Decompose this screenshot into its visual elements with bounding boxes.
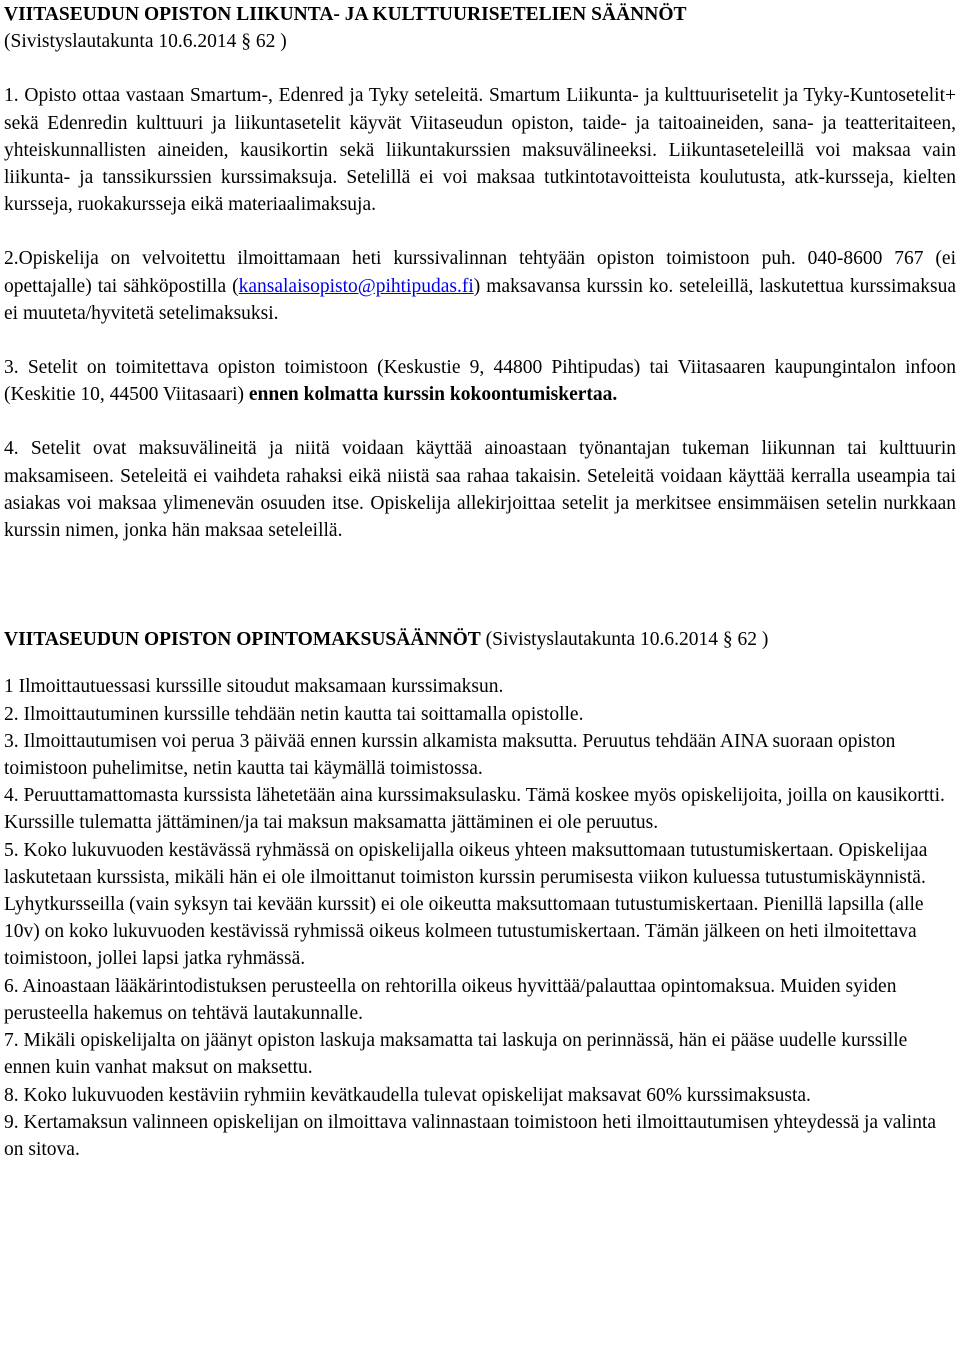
section-1-title: VIITASEUDUN OPISTON LIIKUNTA- JA KULTTUURISETELIEN SÄÄNNÖT	[4, 4, 687, 25]
document-page	[4, 0, 956, 1163]
email-link[interactable]: kansalaisopisto@pihtipudas.fi	[238, 275, 474, 297]
rule-1-lead: 1. Opisto ottaa vastaan Smartum-, Edenred ja Tyky seteleitä.	[4, 85, 484, 107]
rule-4	[4, 435, 956, 544]
rule-1	[4, 82, 956, 218]
fee-rule-3: 3. Ilmoittautumisen voi perua 3 päivää ennen kurssin alkamista maksutta. Peruutus tehdään AINA suoraan opiston toimistoon puhelimitse, netin kautta tai käymällä toimistossa.	[4, 730, 896, 780]
section-1-heading	[4, 1, 956, 55]
rule-3	[4, 354, 956, 408]
section-2-title: VIITASEUDUN OPISTON OPINTOMAKSUSÄÄNNÖT	[4, 629, 481, 651]
fee-rule-2: 2. Ilmoittautuminen kurssille tehdään netin kautta tai soittamalla opistolle.	[4, 703, 584, 725]
section-2-subtitle: (Sivistyslautakunta 10.6.2014 § 62 )	[480, 629, 769, 651]
rule-4-text: 4. Setelit ovat maksuvälineitä ja niitä voidaan käyttää ainoastaan työnantajan tukeman liikunnan tai kulttuurin maksamiseen. Seteleitä ei vaihdeta rahaksi eikä niistä saa rahaa takaisin. Seteleitä voidaan käyttää kerralla useampia tai asiakas voi maksaa ylimenevän osuuden itse. Opiskelija allekirjoittaa setelit ja merkitsee ensimmäisen setelin nurkkaan kurssin nimen, jonka hän maksaa seteleillä.	[4, 438, 956, 542]
fee-rule-9: 9. Kertamaksun valinneen opiskelijan on ilmoittava valinnastaan toimistoon heti ilmoittautumisen yhteydessä ja valinta on sitova.	[4, 1111, 937, 1160]
fee-rule-7: 7. Mikäli opiskelijalta on jäänyt opiston laskuja maksamatta tai laskuja on perinnässä, hän ei pääse uudelle kurssille ennen kuin vanhat maksut on maksettu.	[4, 1030, 908, 1079]
section-1-subtitle: (Sivistyslautakunta 10.6.2014 § 62 )	[4, 31, 287, 53]
section-2-heading	[4, 626, 956, 653]
fee-rules-list	[4, 673, 956, 1163]
rule-2-text-start: 2.Opiskelija on velvoitettu ilmoittamaan heti kurssivalinnan tehtyään opiston toimistoon puh. 040-8600 767 (ei opettajalle) tai sähköpostilla (	[4, 248, 956, 297]
rule-3-text: 3. Setelit on toimitettava opiston toimistoon (Keskustie 9, 44800 Pihtipudas) tai Viitasaaren kaupungintalon infoon (Keskitie 10, 44500 Viitasaari)	[4, 357, 956, 406]
rule-2	[4, 245, 956, 327]
rule-1-text: Smartum Liikunta- ja kulttuurisetelit ja Tyky-Kuntosetelit+ sekä Edenredin kulttuuri ja liikuntasetelit käyvät Viitaseudun opiston, taide- ja taitoaineiden, sana- ja teatteritaiteen, yhteiskunnallisten aineiden, kausikortin sekä liikuntakurssien maksuvälineeksi. Liikuntaseteleillä voi maksaa vain liikunta- ja tanssikurssien kurssimaksuja. Setelillä ei voi maksaa tutkintotavoitteista koulutusta, atk-kursseja, kielten kursseja, ruokakursseja eikä materiaalimaksuja.	[4, 85, 956, 216]
rule-3-deadline: ennen kolmatta kurssin kokoontumiskertaa.	[248, 384, 618, 406]
fee-rule-5: 5. Koko lukuvuoden kestävässä ryhmässä on opiskelijalla oikeus yhteen maksuttomaan tutustumiskertaan. Opiskelijaa laskutetaan kurssista, mikäli hän ei ole ilmoittanut toimiston kurssin perumisesta viikon kuluessa tutustumiskäynnistä. Lyhytkursseilla (vain syksyn tai kevään kurssit) ei ole oikeutta maksuttomaan tutustumiskertaan. Pienillä lapsilla (alle 10v) on koko lukuvuoden kestävissä ryhmissä oikeus kolmeen tutustumiskertaan. Tämän jälkeen on heti ilmoitettava toimistoon, jollei lapsi jatka ryhmässä.	[4, 839, 928, 970]
fee-rule-8: 8. Koko lukuvuoden kestäviin ryhmiin kevätkaudella tulevat opiskelijat maksavat 60% kurssimaksusta.	[4, 1084, 811, 1106]
fee-rule-1: 1 Ilmoittautuessasi kurssille sitoudut maksamaan kurssimaksun.	[4, 676, 504, 698]
rule-2-text-end: ) maksavansa kurssin ko. seteleillä, laskutettua kurssimaksua ei muuteta/hyvitetä setelimaksuksi.	[4, 275, 956, 324]
fee-rule-4: 4. Peruuttamattomasta kurssista lähetetään aina kurssimaksulasku. Tämä koskee myös opiskelijoita, joilla on kausikortti. Kurssille tulematta jättäminen/ja tai maksun maksamatta jättäminen ei ole peruutus.	[4, 785, 945, 834]
fee-rule-6: 6. Ainoastaan lääkärintodistuksen perusteella on rehtorilla oikeus hyvittää/palauttaa opintomaksua. Muiden syiden perusteella hakemus on tehtävä lautakunnalle.	[4, 975, 897, 1024]
